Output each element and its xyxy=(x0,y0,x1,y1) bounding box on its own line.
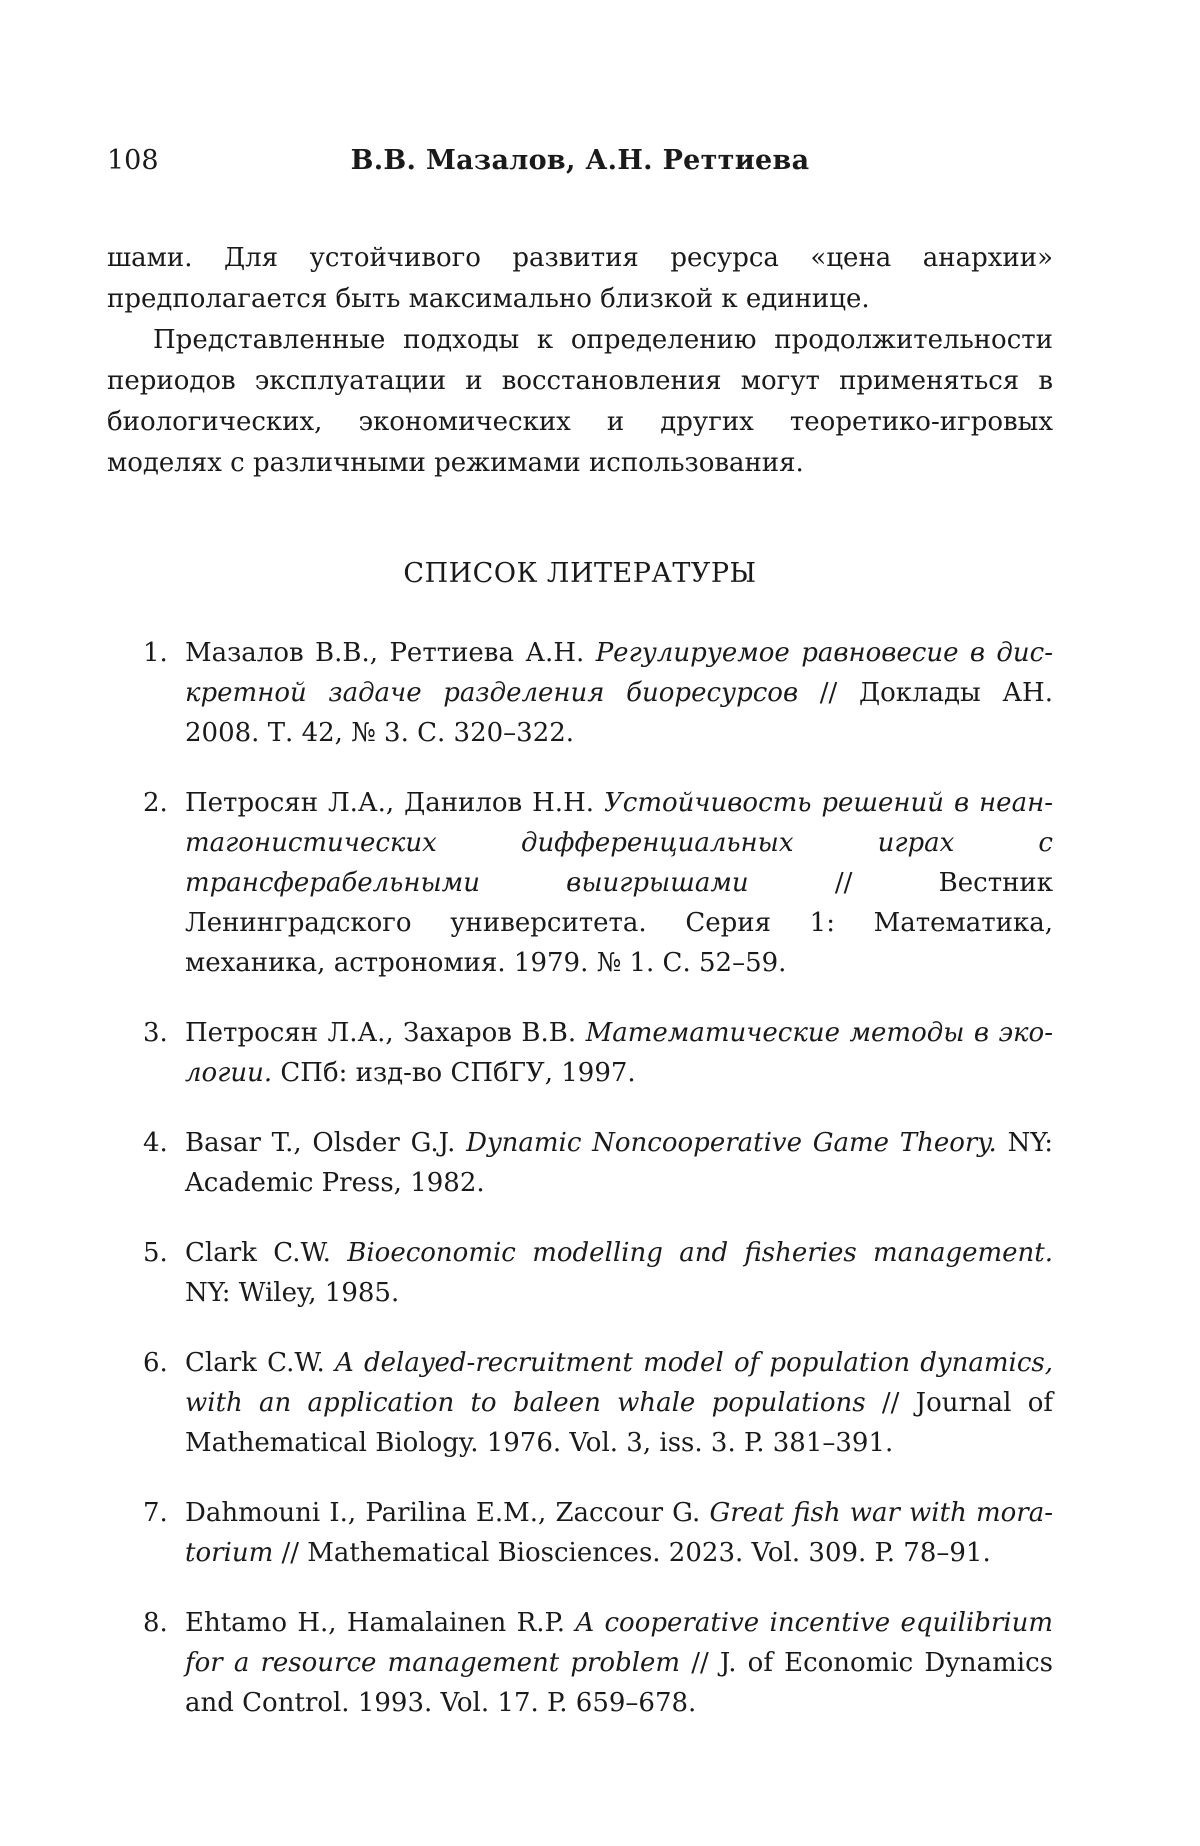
reference-number: 8. xyxy=(143,1603,168,1643)
reference-authors: Петросян Л.А., Захаров В.В. xyxy=(185,1018,576,1048)
reference-number: 2. xyxy=(143,783,168,823)
reference-details: СПб: изд-во СПбГУ, 1997. xyxy=(280,1058,635,1088)
body-text xyxy=(107,238,1053,484)
reference-authors: Ehtamo H., Hamalainen R.P. xyxy=(185,1608,565,1638)
running-head xyxy=(107,145,1053,185)
reference-number: 3. xyxy=(143,1013,168,1053)
reference-authors: Мазалов В.В., Реттиева А.Н. xyxy=(185,638,584,668)
reference-authors: Clark C.W. xyxy=(185,1238,331,1268)
reference-number: 1. xyxy=(143,633,168,673)
reference-details: // Доклады АН. 2008. Т. 42, № 3. С. 320–322. xyxy=(185,678,1053,748)
reference-authors: Basar T., Olsder G.J. xyxy=(185,1128,455,1158)
page-number: 108 xyxy=(107,145,159,176)
reference-authors: Петросян Л.А., Данилов Н.Н. xyxy=(185,788,594,818)
reference-details: // Journal of Mathe­matical Biology. 1976. Vol. 3, iss. 3. P. 381–391. xyxy=(185,1388,1053,1458)
running-title-authors: В.В. Мазалов, А.Н. Реттиева xyxy=(107,145,1053,176)
reference-authors: Dahmouni I., Parilina E.M., Zaccour G. xyxy=(185,1498,700,1528)
reference-title: Регулируемое равновесие в дис­кретной задаче разделения биоресурсов xyxy=(185,638,1053,708)
reference-title: Математические методы в эко­логии. xyxy=(185,1018,1053,1088)
reference-item xyxy=(107,1493,1053,1573)
reference-details: // Mathematical Biosciences. 2023. Vol. 309. P. 78–91. xyxy=(282,1538,991,1568)
reference-item xyxy=(107,1603,1053,1723)
reference-details: // Вестник Ленинградского университета. Серия 1: Математика, механика, астрономия. 1979. № 1. С. 52–59. xyxy=(185,868,1053,978)
reference-title: Устойчивость решений в неан­тагонистических дифференциальных играх с трансферабель­ными выигрышами xyxy=(185,788,1053,898)
reference-title: Great fish war with mora­torium xyxy=(185,1498,1053,1568)
reference-number: 6. xyxy=(143,1343,168,1383)
reference-details: // J. of Economic Dynamics and Control. 1993. Vol. 17. P. 659–678. xyxy=(185,1648,1053,1718)
reference-details: NY: Wiley, 1985. xyxy=(185,1278,399,1308)
reference-title: A delayed-recruitment model of population dynamics, with an application to baleen whale populations xyxy=(185,1348,1053,1418)
references-heading: СПИСОК ЛИТЕРАТУРЫ xyxy=(107,558,1053,589)
reference-item xyxy=(107,783,1053,983)
reference-details: NY: Academic Press, 1982. xyxy=(185,1128,1053,1198)
references-list xyxy=(107,633,1053,1753)
reference-item xyxy=(107,1343,1053,1463)
paragraph-conclusion: Представленные подходы к определению продолжительности пе­риодов эксплуатации и восстановления могут применяться в биоло­гических, экономических и других теоретико-игровых моделях с раз­личными режимами использования. xyxy=(107,320,1053,484)
reference-number: 4. xyxy=(143,1123,168,1163)
reference-title: Bioeconomic modelling and fisheries management. xyxy=(347,1238,1053,1268)
reference-title: A cooperative incentive equilibrium for a resource management problem xyxy=(185,1608,1053,1678)
reference-item xyxy=(107,1013,1053,1093)
reference-authors: Clark C.W. xyxy=(185,1348,325,1378)
reference-number: 7. xyxy=(143,1493,168,1533)
reference-item xyxy=(107,633,1053,753)
reference-number: 5. xyxy=(143,1233,168,1273)
page xyxy=(0,0,1200,1846)
paragraph-continuation: шами. Для устойчивого развития ресурса «цена анархии» предпола­гается быть максимально близкой к единице. xyxy=(107,238,1053,320)
reference-item xyxy=(107,1123,1053,1203)
reference-title: Dynamic Noncooperative Game Theory. xyxy=(466,1128,997,1158)
reference-item xyxy=(107,1233,1053,1313)
